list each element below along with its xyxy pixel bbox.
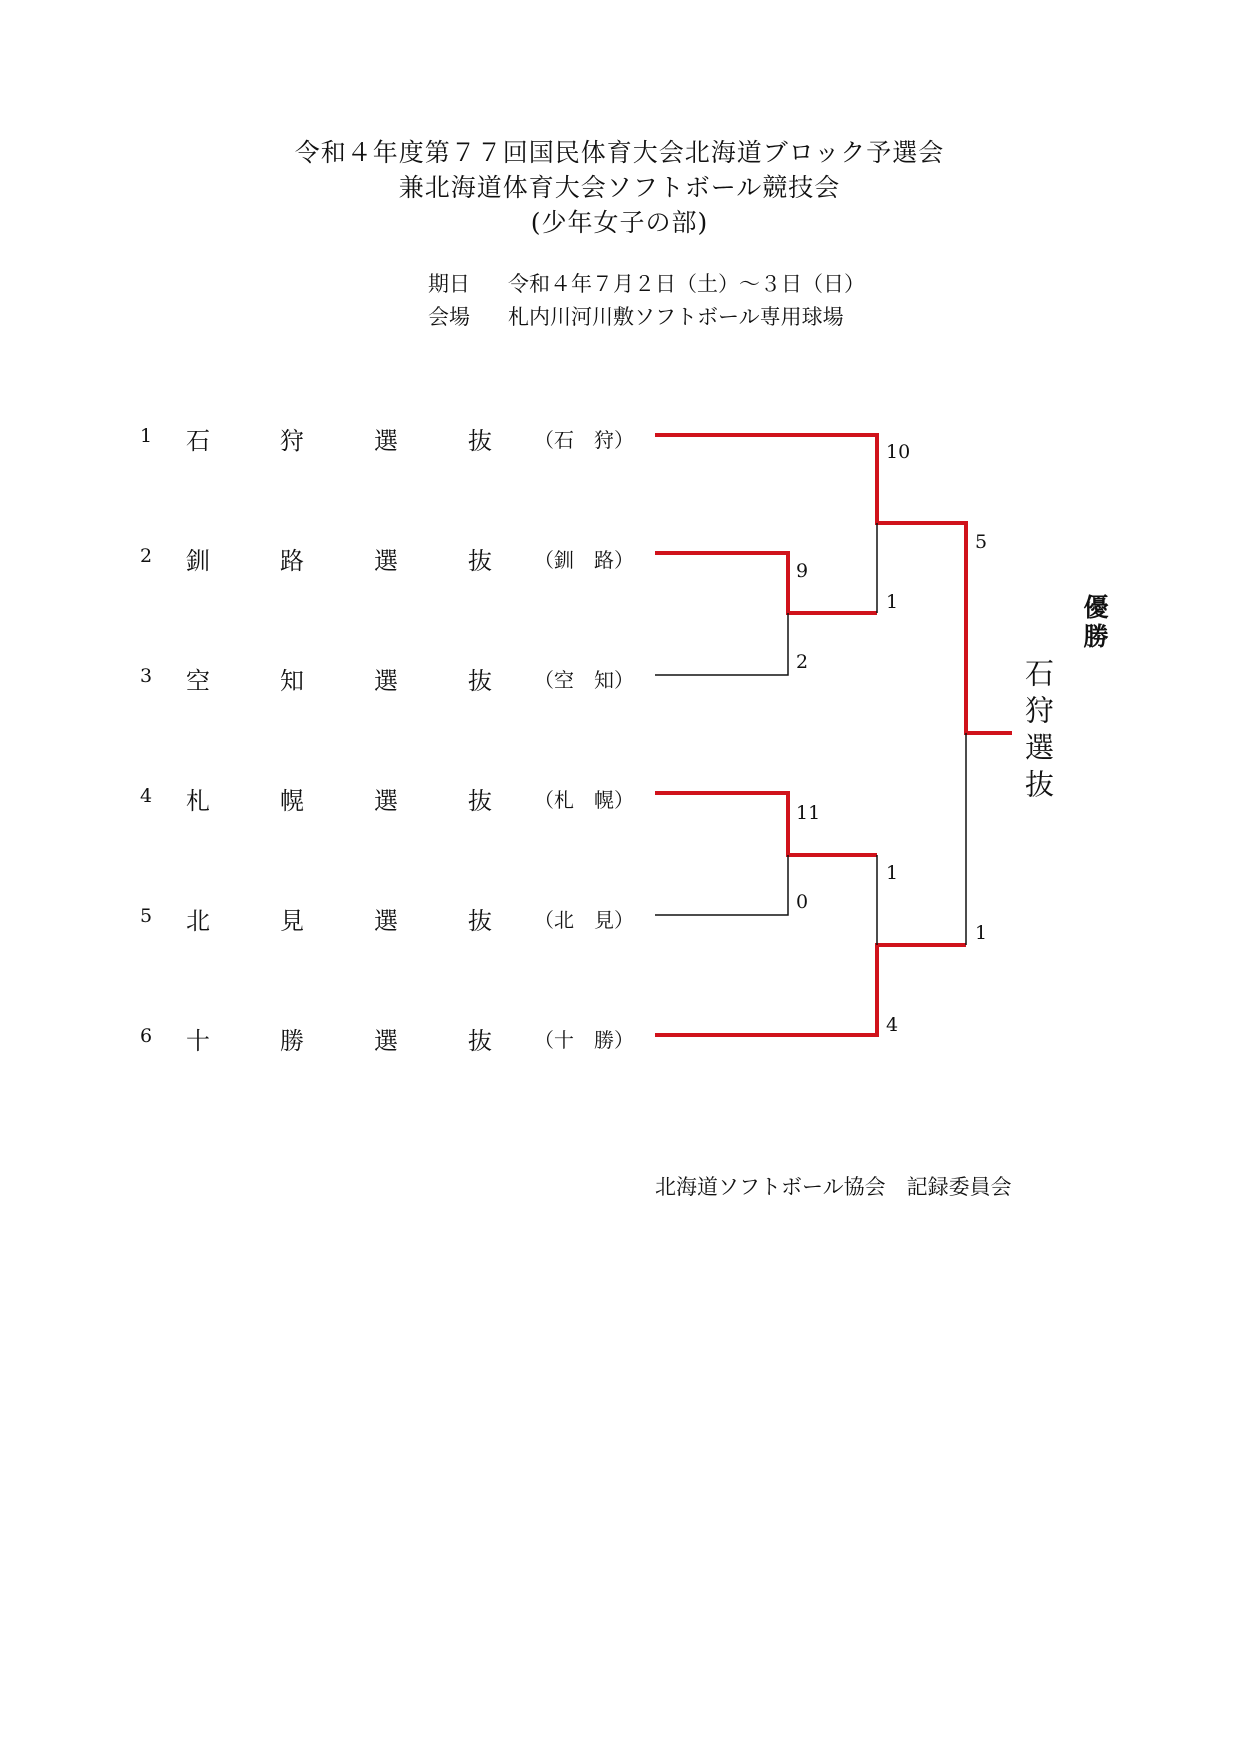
team-name-char: 知 xyxy=(280,667,304,695)
score-label: 5 xyxy=(975,531,988,553)
team-number: 2 xyxy=(140,545,153,567)
score-label: 4 xyxy=(886,1014,899,1036)
date-label: 期日 xyxy=(428,272,470,296)
team-name-char: 選 xyxy=(374,667,398,695)
team-name-char: 抜 xyxy=(468,667,492,695)
team-name-char: 抜 xyxy=(468,787,492,815)
team-name-char: 選 xyxy=(374,427,398,455)
team-name-char: 抜 xyxy=(468,1027,492,1055)
team-name-char: 空 xyxy=(186,667,210,695)
team-name-char: 勝 xyxy=(280,1027,304,1055)
title-line-2: 兼北海道体育大会ソフトボール競技会 xyxy=(398,173,841,202)
team-name-char: 十 xyxy=(186,1027,210,1055)
score-label: 10 xyxy=(886,441,911,463)
title-line-1: 令和４年度第７７回国民体育大会北海道ブロック予選会 xyxy=(294,138,945,167)
team-name-char: 抜 xyxy=(468,547,492,575)
team-name-char: 見 xyxy=(280,907,304,935)
team-region: （北 見） xyxy=(534,908,634,932)
team-region: （札 幌） xyxy=(534,788,634,812)
team-name-char: 選 xyxy=(374,547,398,575)
score-label: 2 xyxy=(796,651,809,673)
team-number: 4 xyxy=(140,785,153,807)
team-name-char: 狩 xyxy=(280,427,304,455)
team-number: 6 xyxy=(140,1025,153,1047)
team-region: （空 知） xyxy=(534,668,634,692)
bracket-line-loser-sorachi xyxy=(655,613,788,675)
team-name-char: 札 xyxy=(186,787,210,815)
score-label: 0 xyxy=(796,891,809,913)
bracket-line-winner-kushiro xyxy=(655,553,877,613)
team-number: 3 xyxy=(140,665,153,687)
score-label: 11 xyxy=(796,802,821,824)
team-region: （十 勝） xyxy=(534,1028,634,1052)
venue-label: 会場 xyxy=(428,305,470,329)
score-label: 1 xyxy=(975,922,988,944)
team-name-char: 選 xyxy=(374,1027,398,1055)
title-line-3: (少年女子の部) xyxy=(530,208,709,237)
team-name-char: 釧 xyxy=(186,547,210,575)
champion-name: 石狩選抜 xyxy=(1021,658,1055,806)
team-name-char: 路 xyxy=(280,547,304,575)
score-label: 1 xyxy=(886,862,899,884)
bracket-line-loser-kitami xyxy=(655,855,788,915)
team-region: （釧 路） xyxy=(534,548,634,572)
team-name-char: 北 xyxy=(186,907,210,935)
champion-label: 優勝 xyxy=(1080,594,1109,652)
team-number: 5 xyxy=(140,905,153,927)
team-name-char: 選 xyxy=(374,907,398,935)
footer-organizer: 北海道ソフトボール協会 記録委員会 xyxy=(655,1175,1012,1199)
bracket-line-winner-tokachi xyxy=(655,945,966,1035)
team-name-char: 選 xyxy=(374,787,398,815)
team-number: 1 xyxy=(140,425,153,447)
team-name-char: 幌 xyxy=(280,787,304,815)
team-region: （石 狩） xyxy=(534,428,634,452)
score-label: 9 xyxy=(796,560,809,582)
date-value: 令和４年７月２日（土）～３日（日） xyxy=(508,272,865,296)
team-name-char: 抜 xyxy=(468,907,492,935)
team-name-char: 抜 xyxy=(468,427,492,455)
venue-value: 札内川河川敷ソフトボール専用球場 xyxy=(508,305,844,329)
score-label: 1 xyxy=(886,591,899,613)
team-name-char: 石 xyxy=(186,427,210,455)
bracket-line-winner-sapporo xyxy=(655,793,877,855)
bracket-line-winner-ishikari xyxy=(655,435,1012,733)
